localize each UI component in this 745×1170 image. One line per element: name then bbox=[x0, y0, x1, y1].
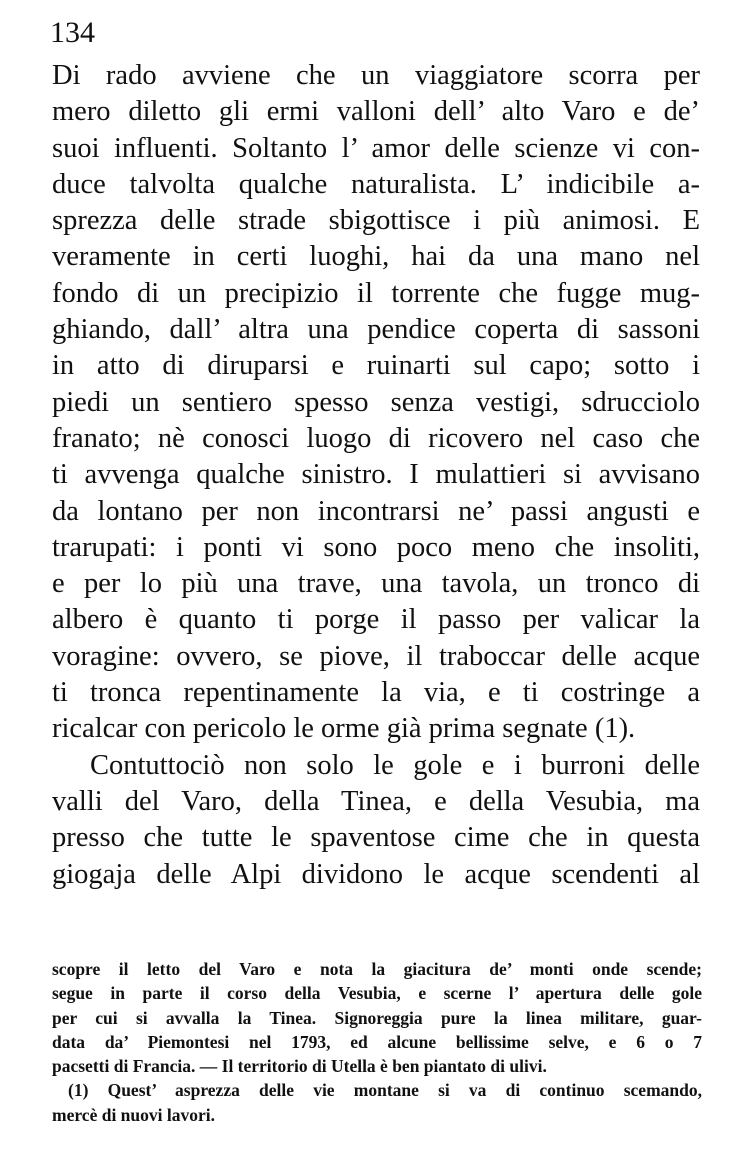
footnote-1: (1) Quest’ asprezza delle vie montane si va di continuo scemando, bbox=[68, 1080, 702, 1101]
text-line: duce talvolta qualche naturalista. L’ indicibile a- bbox=[52, 168, 700, 200]
page-number: 134 bbox=[50, 16, 95, 49]
footnotes bbox=[52, 957, 702, 1127]
text-line: albero è quanto ti porge il passo per valicar la bbox=[52, 604, 700, 636]
text-line: suoi influenti. Soltanto l’ amor delle scienze vi con- bbox=[52, 132, 700, 164]
text-line: giogaja delle Alpi dividono le acque scendenti al bbox=[52, 858, 700, 890]
footnote-line: mercè di nuovi lavori. bbox=[52, 1104, 215, 1125]
footnote-line: segue in parte il corso della Vesubia, e scerne l’ apertura delle gole bbox=[52, 983, 702, 1004]
text-line: e per lo più una trave, una tavola, un tronco di bbox=[52, 568, 700, 600]
text-line: valli del Varo, della Tinea, e della Vesubia, ma bbox=[52, 785, 700, 817]
text-line: ti tronca repentinamente la via, e ti costringe a bbox=[52, 677, 700, 709]
text-line: presso che tutte le spaventose cime che in questa bbox=[52, 822, 700, 854]
paragraph-end-line: ricalcar con pericolo le orme già prima segnate (1). bbox=[52, 713, 636, 745]
text-line: fondo di un precipizio il torrente che fugge mug- bbox=[52, 277, 700, 309]
text-line: veramente in certi luoghi, hai da una mano nel bbox=[52, 241, 700, 273]
footnote-line: per cui si avvalla la Tinea. Signoreggia pure la linea militare, guar- bbox=[52, 1007, 702, 1028]
text-line: Di rado avviene che un viaggiatore scorra per bbox=[52, 60, 700, 91]
text-line: trarupati: i ponti vi sono poco meno che insoliti, bbox=[52, 531, 700, 563]
footnote-line: pacsetti di Francia. — Il territorio di Utella è ben piantato di ulivi. bbox=[52, 1056, 547, 1077]
main-text bbox=[52, 58, 700, 893]
footnote-line: data da’ Piemontesi nel 1793, ed alcune bellissime selve, e 6 o 7 bbox=[52, 1031, 702, 1052]
text-line: da lontano per non incontrarsi ne’ passi angusti e bbox=[52, 495, 700, 527]
text-line: mero diletto gli ermi valloni dell’ alto Varo e de’ bbox=[52, 96, 700, 128]
text-line: sprezza delle strade sbigottisce i più animosi. E bbox=[52, 205, 700, 237]
paragraph-start-line: Contuttociò non solo le gole e i burroni delle bbox=[90, 749, 700, 781]
text-line: ti avvenga qualche sinistro. I mulattieri si avvisano bbox=[52, 459, 700, 491]
text-line: piedi un sentiero spesso senza vestigi, sdrucciolo bbox=[52, 386, 700, 418]
text-line: in atto di diruparsi e ruinarti sul capo; sotto i bbox=[52, 350, 700, 382]
text-line: voragine: ovvero, se piove, il traboccar delle acque bbox=[52, 640, 700, 672]
text-line: franato; nè conosci luogo di ricovero nel caso che bbox=[52, 422, 700, 454]
footnote-line: scopre il letto del Varo e nota la giacitura de’ monti onde scende; bbox=[52, 959, 702, 979]
text-line: ghiando, dall’ altra una pendice coperta di sassoni bbox=[52, 314, 700, 346]
